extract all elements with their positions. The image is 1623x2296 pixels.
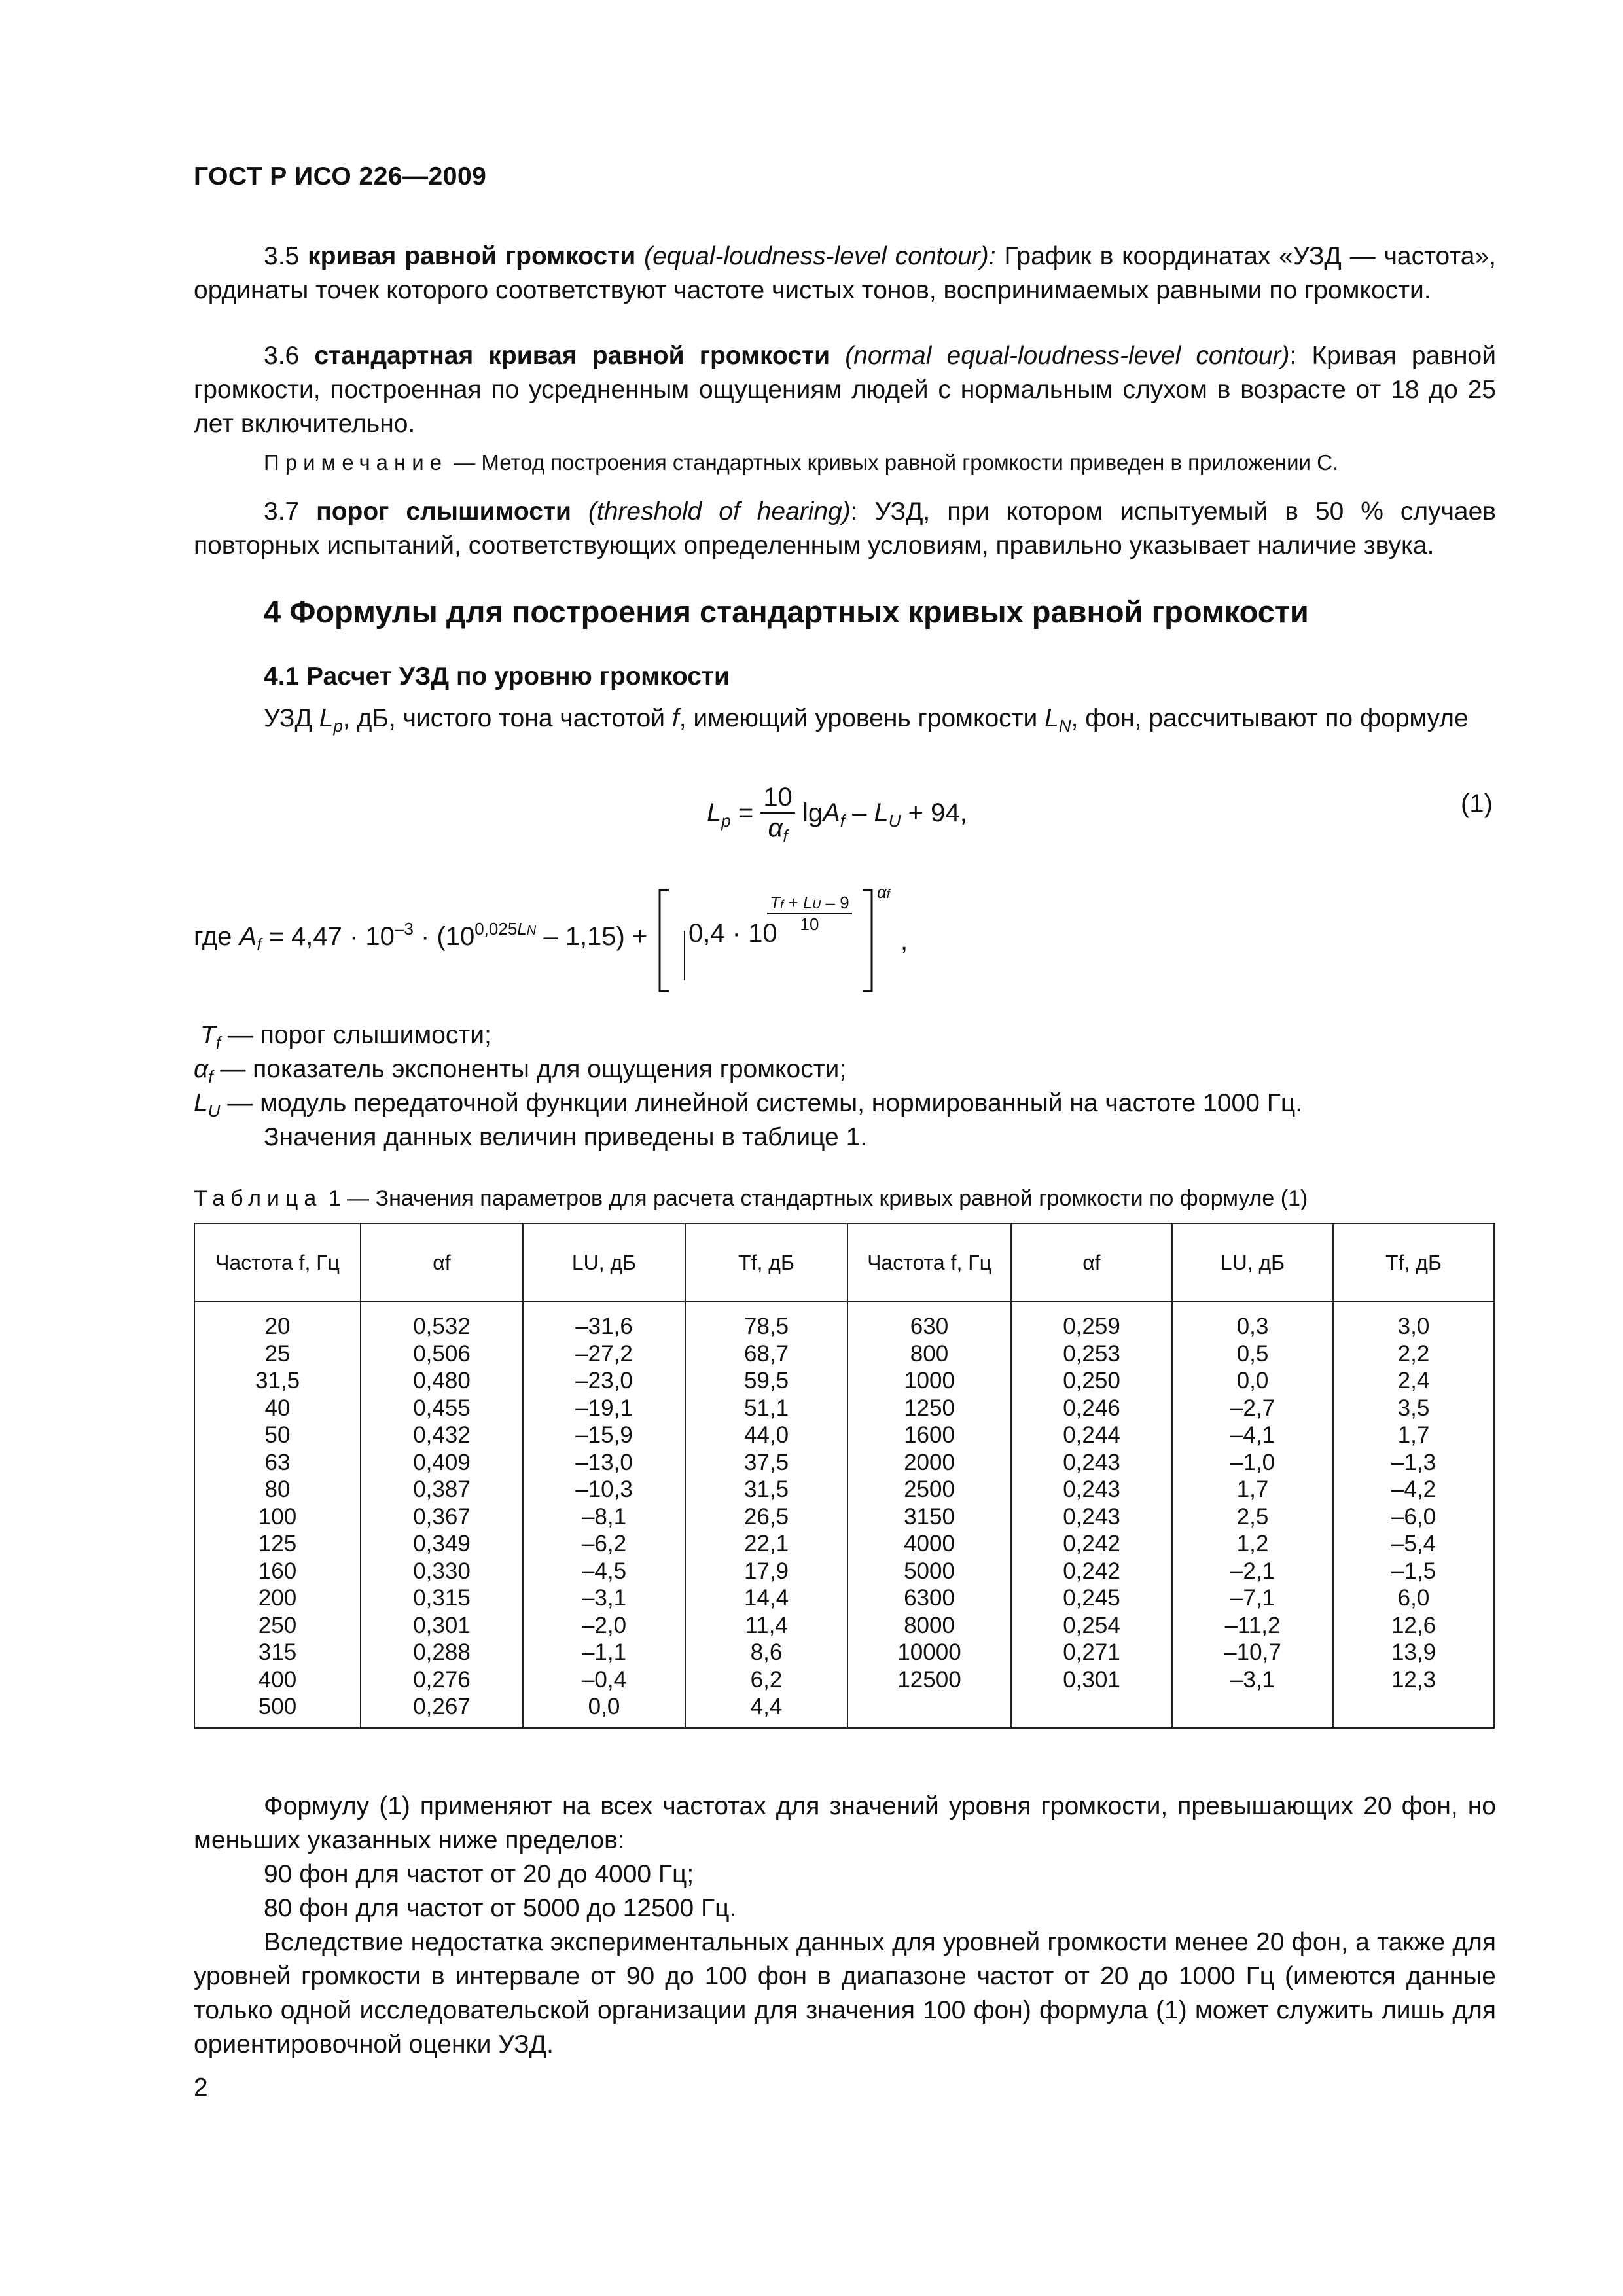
term-3-6: стандартная кривая равной громкости bbox=[314, 342, 830, 370]
table-cell: 1,2 bbox=[1236, 1531, 1269, 1556]
term-3-5: кривая равной громкости bbox=[308, 242, 636, 270]
table-cell: –19,1 bbox=[575, 1395, 633, 1421]
col-header-lu-2: LU, дБ bbox=[1172, 1223, 1333, 1302]
bracket-coefficient: 0,4 · 10 bbox=[688, 919, 777, 948]
table-column-alpha-2 bbox=[1012, 1302, 1171, 1700]
table-cell: 0,276 bbox=[413, 1666, 471, 1693]
table-cell: 0,5 bbox=[1236, 1340, 1269, 1367]
table-cell: 0,267 bbox=[413, 1694, 471, 1719]
after-paragraph-2: 90 фон для частот от 20 до 4000 Гц; bbox=[264, 1860, 694, 1888]
formula-af: где $A_f = 4,47 \cdot 10^{-3} \cdot (10^{0,025LN} - 1,15)$ + bbox=[194, 919, 648, 954]
table-cell: 315 bbox=[258, 1640, 297, 1665]
table-cell: 0,253 bbox=[1063, 1340, 1120, 1367]
table-cell: –4,2 bbox=[1391, 1477, 1436, 1502]
table-cell: 0,271 bbox=[1063, 1640, 1120, 1665]
after-paragraph-4: Вследствие недостатка экспериментальных данных для уровней громкости менее 20 фон, а также для уровней громкости в интервале от 90 до 100 фон в диапазоне частот от 20 до 1000 Гц (имеются данные только одной исследовательской организации для значения 100 фон) формула (1) может служить лишь для ориентировочной оценки УЗД. bbox=[194, 1928, 1496, 2058]
table-cell: –31,6 bbox=[575, 1314, 633, 1339]
table-cell: 12500 bbox=[897, 1666, 961, 1693]
table-cell: 17,9 bbox=[743, 1558, 789, 1584]
table-cell: 0,532 bbox=[413, 1314, 471, 1339]
table-cell: –2,0 bbox=[581, 1612, 627, 1638]
table-cell: 0,243 bbox=[1063, 1477, 1120, 1502]
table-cell: –4,5 bbox=[581, 1558, 627, 1584]
table-cell: 0,387 bbox=[413, 1477, 471, 1502]
table-cell: 2,4 bbox=[1397, 1368, 1430, 1393]
definition-3-5: 3.5 кривая равной громкости (equal-loudness-level contour): График в координатах «УЗД — частота», ординаты точек которого соответствуют частоте чистых тонов, воспринимаемых равными по громкости. bbox=[194, 242, 1496, 304]
table-cell: –3,1 bbox=[1230, 1666, 1275, 1693]
table-header-row bbox=[194, 1223, 1494, 1302]
document-header: ГОСТ Р ИСО 226—2009 bbox=[194, 162, 487, 190]
def-tf: $T_f$ — порог слышимости; bbox=[200, 1021, 491, 1052]
after-paragraph-3: 80 фон для частот от 5000 до 12500 Гц. bbox=[264, 1894, 737, 1922]
table-cell: 200 bbox=[258, 1585, 297, 1611]
table-cell: –0,4 bbox=[581, 1666, 627, 1693]
table-cell: 0,330 bbox=[413, 1558, 471, 1584]
table-cell: 8,6 bbox=[750, 1640, 783, 1665]
table-cell: 1000 bbox=[904, 1368, 955, 1393]
table-cell: 10000 bbox=[897, 1640, 961, 1665]
table-cell: 0,301 bbox=[413, 1612, 471, 1638]
formula-1-label: (1) bbox=[1461, 789, 1493, 818]
table-cell: 1600 bbox=[904, 1422, 955, 1448]
table-cell: 0,246 bbox=[1063, 1395, 1120, 1421]
table-cell: 22,1 bbox=[743, 1531, 789, 1556]
table-cell: 0,245 bbox=[1063, 1585, 1120, 1611]
table-column-freq bbox=[195, 1302, 360, 1727]
table-cell: –10,7 bbox=[1224, 1640, 1281, 1665]
table-cell: –7,1 bbox=[1230, 1585, 1275, 1611]
table-cell: 0,3 bbox=[1236, 1314, 1269, 1339]
table-cell: 3150 bbox=[904, 1503, 955, 1530]
table-cell: 3,5 bbox=[1397, 1395, 1430, 1421]
table-cell: 0,301 bbox=[1063, 1666, 1120, 1693]
values-reference: Значения данных величин приведены в таблице 1. bbox=[264, 1123, 868, 1151]
term-3-7: порог слышимости bbox=[316, 497, 571, 526]
table-cell: 2000 bbox=[904, 1449, 955, 1475]
table-cell: 68,7 bbox=[743, 1340, 789, 1367]
table-cell: 0,480 bbox=[413, 1368, 471, 1393]
after-paragraph-1: Формулу (1) применяют на всех частотах для значений уровня громкости, превышающих 20 фон, но меньших указанных ниже пределов: bbox=[194, 1792, 1496, 1854]
table-cell: –27,2 bbox=[575, 1340, 633, 1367]
table-cell: –8,1 bbox=[581, 1503, 627, 1530]
table-cell: 0,244 bbox=[1063, 1422, 1120, 1448]
definition-3-7: 3.7 порог слышимости (threshold of hearing): УЗД, при котором испытуемый в 50 % случаев повторных испытаний, соответствующих определенным условиям, правильно указывает наличие звука. bbox=[194, 497, 1496, 560]
table-cell: 630 bbox=[910, 1314, 949, 1339]
table-cell: 0,409 bbox=[413, 1449, 471, 1475]
table-cell: 0,250 bbox=[1063, 1368, 1120, 1393]
table-cell: –4,1 bbox=[1230, 1422, 1275, 1448]
exponent-fraction: Tf + LU – 9 10 bbox=[767, 893, 852, 935]
table-cell: 2500 bbox=[904, 1477, 955, 1502]
table-cell: 44,0 bbox=[743, 1422, 789, 1448]
table-cell: 6,2 bbox=[750, 1666, 783, 1693]
table-cell: –3,1 bbox=[581, 1585, 627, 1611]
note: Примечание — Метод построения стандартных кривых равной громкости приведен в приложении С. bbox=[264, 450, 1339, 475]
table-cell: 13,9 bbox=[1391, 1640, 1436, 1665]
table-cell: 160 bbox=[258, 1558, 297, 1584]
col-header-freq-2: Частота f, Гц bbox=[847, 1223, 1011, 1302]
table-cell: 5000 bbox=[904, 1558, 955, 1584]
table-cell: 6,0 bbox=[1397, 1585, 1430, 1611]
table-cell: 12,3 bbox=[1391, 1666, 1436, 1693]
table-cell: 0,242 bbox=[1063, 1558, 1120, 1584]
table-cell: 400 bbox=[258, 1666, 297, 1693]
table-cell: 250 bbox=[258, 1612, 297, 1638]
table-cell: 0,506 bbox=[413, 1340, 471, 1367]
def-af: $\alpha_f$ — показатель экспоненты для ощущения громкости; bbox=[194, 1055, 847, 1086]
parameters-table bbox=[194, 1223, 1495, 1729]
table-cell: 0,367 bbox=[413, 1503, 471, 1530]
table-cell: 2,2 bbox=[1397, 1340, 1430, 1367]
alpha-exponent: αf bbox=[877, 882, 890, 902]
col-header-alpha: αf bbox=[361, 1223, 523, 1302]
table-cell: 31,5 bbox=[743, 1477, 789, 1502]
table-body-row bbox=[194, 1302, 1494, 1728]
subsection-4-1-heading: 4.1 Расчет УЗД по уровню громкости bbox=[264, 662, 730, 691]
table-cell: –1,5 bbox=[1391, 1558, 1436, 1584]
definition-3-6: 3.6 стандартная кривая равной громкости (normal equal-loudness-level contour): Кривая равной громкости, построенная по усредненным ощущениям людей с нормальным слухом в возрасте от 18 до 25 лет включительно. bbox=[194, 342, 1496, 438]
table-cell: 2,5 bbox=[1236, 1503, 1269, 1530]
table-cell: 0,242 bbox=[1063, 1531, 1120, 1556]
table-cell: 1,7 bbox=[1236, 1477, 1269, 1502]
col-header-tf: Tf, дБ bbox=[685, 1223, 847, 1302]
table-column-tf bbox=[686, 1302, 847, 1727]
table-column-lu bbox=[524, 1302, 685, 1727]
table-cell: 0,259 bbox=[1063, 1314, 1120, 1339]
table-cell: 0,0 bbox=[588, 1694, 620, 1719]
table-cell: 31,5 bbox=[255, 1368, 300, 1393]
table-cell: 4,4 bbox=[750, 1694, 783, 1719]
table-cell: –2,7 bbox=[1230, 1395, 1275, 1421]
table-cell: 50 bbox=[264, 1422, 291, 1448]
table-cell: 500 bbox=[258, 1694, 297, 1719]
table-cell: –6,2 bbox=[581, 1531, 627, 1556]
section-4-heading: 4 Формулы для построения стандартных кривых равной громкости bbox=[264, 594, 1309, 629]
table-cell: 63 bbox=[264, 1449, 291, 1475]
table-cell: –10,3 bbox=[575, 1477, 633, 1502]
table-cell: 0,0 bbox=[1236, 1368, 1269, 1393]
table-cell: 0,349 bbox=[413, 1531, 471, 1556]
table-cell: 11,4 bbox=[745, 1612, 788, 1638]
table-cell: 3,0 bbox=[1397, 1314, 1430, 1339]
table-cell: –6,0 bbox=[1391, 1503, 1436, 1530]
table-cell: –2,1 bbox=[1230, 1558, 1275, 1584]
table-column-lu-2 bbox=[1173, 1302, 1332, 1700]
page-number: 2 bbox=[194, 2073, 208, 2102]
col-header-alpha-2: αf bbox=[1011, 1223, 1172, 1302]
table-cell: 125 bbox=[258, 1531, 297, 1556]
table-cell: 100 bbox=[258, 1503, 297, 1530]
table-cell: 8000 bbox=[904, 1612, 955, 1638]
table-cell: –23,0 bbox=[575, 1368, 633, 1393]
formula-1: $L_p$ = $\frac{10}{\alpha_f}$ $\lg A_f - L_U + 94$, bbox=[707, 783, 967, 846]
col-header-tf-2: Tf, дБ bbox=[1333, 1223, 1494, 1302]
col-header-lu: LU, дБ bbox=[523, 1223, 685, 1302]
table-cell: 0,455 bbox=[413, 1395, 471, 1421]
table-cell: 1,7 bbox=[1397, 1422, 1430, 1448]
table-cell: 6300 bbox=[904, 1585, 955, 1611]
table-cell: 0,254 bbox=[1063, 1612, 1120, 1638]
table-cell: 51,1 bbox=[743, 1395, 789, 1421]
table-cell: –1,1 bbox=[581, 1640, 627, 1665]
table-cell: 80 bbox=[264, 1477, 291, 1502]
table-cell: 26,5 bbox=[743, 1503, 789, 1530]
table-column-freq-2 bbox=[848, 1302, 1010, 1700]
table-cell: 20 bbox=[264, 1314, 291, 1339]
table-cell: 0,432 bbox=[413, 1422, 471, 1448]
table-cell: –11,2 bbox=[1224, 1612, 1281, 1638]
table-cell: 0,288 bbox=[413, 1640, 471, 1665]
table-column-alpha bbox=[361, 1302, 522, 1727]
table-cell: –1,0 bbox=[1230, 1449, 1275, 1475]
table-cell: 59,5 bbox=[743, 1368, 789, 1393]
table-cell: –5,4 bbox=[1391, 1531, 1436, 1556]
table-cell: 800 bbox=[910, 1340, 949, 1367]
table-cell: 40 bbox=[264, 1395, 291, 1421]
table-cell: 25 bbox=[264, 1340, 291, 1367]
table-cell: –13,0 bbox=[575, 1449, 633, 1475]
document-page: ГОСТ Р ИСО 226—2009 3.5 кривая равной громкости (equal-loudness-level contour): График в координатах «УЗД — частота», ординаты точек которого соответствуют частоте чистых тонов, воспринимаемых равными по громкости. 3.6 стандартная кривая равной громкости (normal equal-loudness-level contour): Кривая равной громкости, построенная по усредненным ощущениям людей с нормальным слухом в возрасте от 18 до 25 лет включительно. Примечание — Метод построения стандартных кривых равной громкости приведен в приложении С. 3.7 порог слышимости (threshold of hearing): УЗД, при котором испытуемый в 50 % случаев повторных испытаний, соответствующих определенным условиям, правильно указывает наличие звука. 4 Формулы для построения стандартных кривых равной громкости 4.1 Расчет УЗД по уровню громкости УЗД $L_p$, дБ, чистого тона частотой f, имеющий уровень громкости $L_N$, фон, рассчитывают по формуле $L_p$ = $\frac{10}{\alpha_f}$ $\lg A_f - L_U + 94$, (1) где $A_f = 4,47 \cdot 10^{-3} \cdot (10^{0,025LN} - 1,15)$ + 0,4 · 10 Tf + LU – 9 10 αf , $T_f$ — порог слышимости; $\alpha_f$ — показатель экспоненты для ощущения громкости; $L_U$ — модуль передаточной функции линейной системы, нормированный на частоте 1000 Гц. Значения данных величин приведены в таблице 1. Таблица 1 — Значения параметров для расчета стандартных кривых равной громкости по формуле (1) Частота f, Гц αf LU, дБ Tf, дБ Частота f, Гц αf LU, дБ Tf, дБ 20 25 31,5 40 50 63 80 100 125 160 200 250 315 400 500 0,532 0,506 0,480 0,455 0,432 0,409 0,387 0,367 0,349 0,330 0,315 0,301 0,288 0,276 0,267 –31,6 –27,2 –23,0 –19,1 –15,9 –13,0 –10,3 –8,1 –6,2 –4,5 –3,1 –2,0 –1,1 –0,4 0,0 78,5 68,7 59,5 51,1 44,0 37,5 31,5 26,5 22,1 17,9 14,4 11,4 8,6 6,2 4,4 630 800 1000 1250 1600 2000 2500 3150 4000 5000 6300 8000 10000 12500 0,259 0,253 0,250 0,246 0,244 0,243 0,243 0,243 0,242 0,242 0,245 0,254 0,271 0,301 0,3 0,5 0,0 –2,7 –4,1 –1,0 1,7 2,5 1,2 –2,1 –7,1 –11,2 –10,7 –3,1 3,0 2,2 2,4 3,5 1,7 –1,3 –4,2 –6,0 –5,4 –1,5 6,0 12,6 13,9 12,3 Формулу (1) применяют на всех частотах для значений уровня громкости, превышающих 20 фон, но меньших указанных ниже пределов: 90 фон для частот от 20 до 4000 Гц; 80 фон для частот от 5000 до 12500 Гц. Вследствие недостатка экспериментальных данных для уровней громкости менее 20 фон, а также для уровней громкости в интервале от 90 до 100 фон в диапазоне частот от 20 до 1000 Гц (имеются данные только одной исследовательской организации для значения 100 фон) формула (1) может служить лишь для ориентировочной оценки УЗД. 2 bbox=[194, 162, 1496, 2102]
table-cell: 78,5 bbox=[743, 1314, 789, 1339]
table-cell: 14,4 bbox=[743, 1585, 789, 1611]
table-cell: 0,315 bbox=[413, 1585, 471, 1611]
table-cell: 0,243 bbox=[1063, 1449, 1120, 1475]
col-header-freq: Частота f, Гц bbox=[194, 1223, 361, 1302]
table-caption: Таблица 1 — Значения параметров для расчета стандартных кривых равной громкости по формуле (1) bbox=[194, 1186, 1308, 1211]
table-cell: –15,9 bbox=[575, 1422, 633, 1448]
table-cell: –1,3 bbox=[1391, 1449, 1436, 1475]
def-lu: $L_U$ — модуль передаточной функции линейной системы, нормированный на частоте 1000 Гц. bbox=[194, 1089, 1303, 1121]
formula-intro: УЗД $L_p$, дБ, чистого тона частотой f, имеющий уровень громкости $L_N$, фон, рассчитывают по формуле bbox=[264, 704, 1469, 736]
table-cell: 4000 bbox=[904, 1531, 955, 1556]
table-cell: 12,6 bbox=[1391, 1612, 1436, 1638]
table-cell: 0,243 bbox=[1063, 1503, 1120, 1530]
table-cell: 1250 bbox=[904, 1395, 955, 1421]
table-cell: 37,5 bbox=[743, 1449, 789, 1475]
table-column-tf-2 bbox=[1334, 1302, 1493, 1700]
